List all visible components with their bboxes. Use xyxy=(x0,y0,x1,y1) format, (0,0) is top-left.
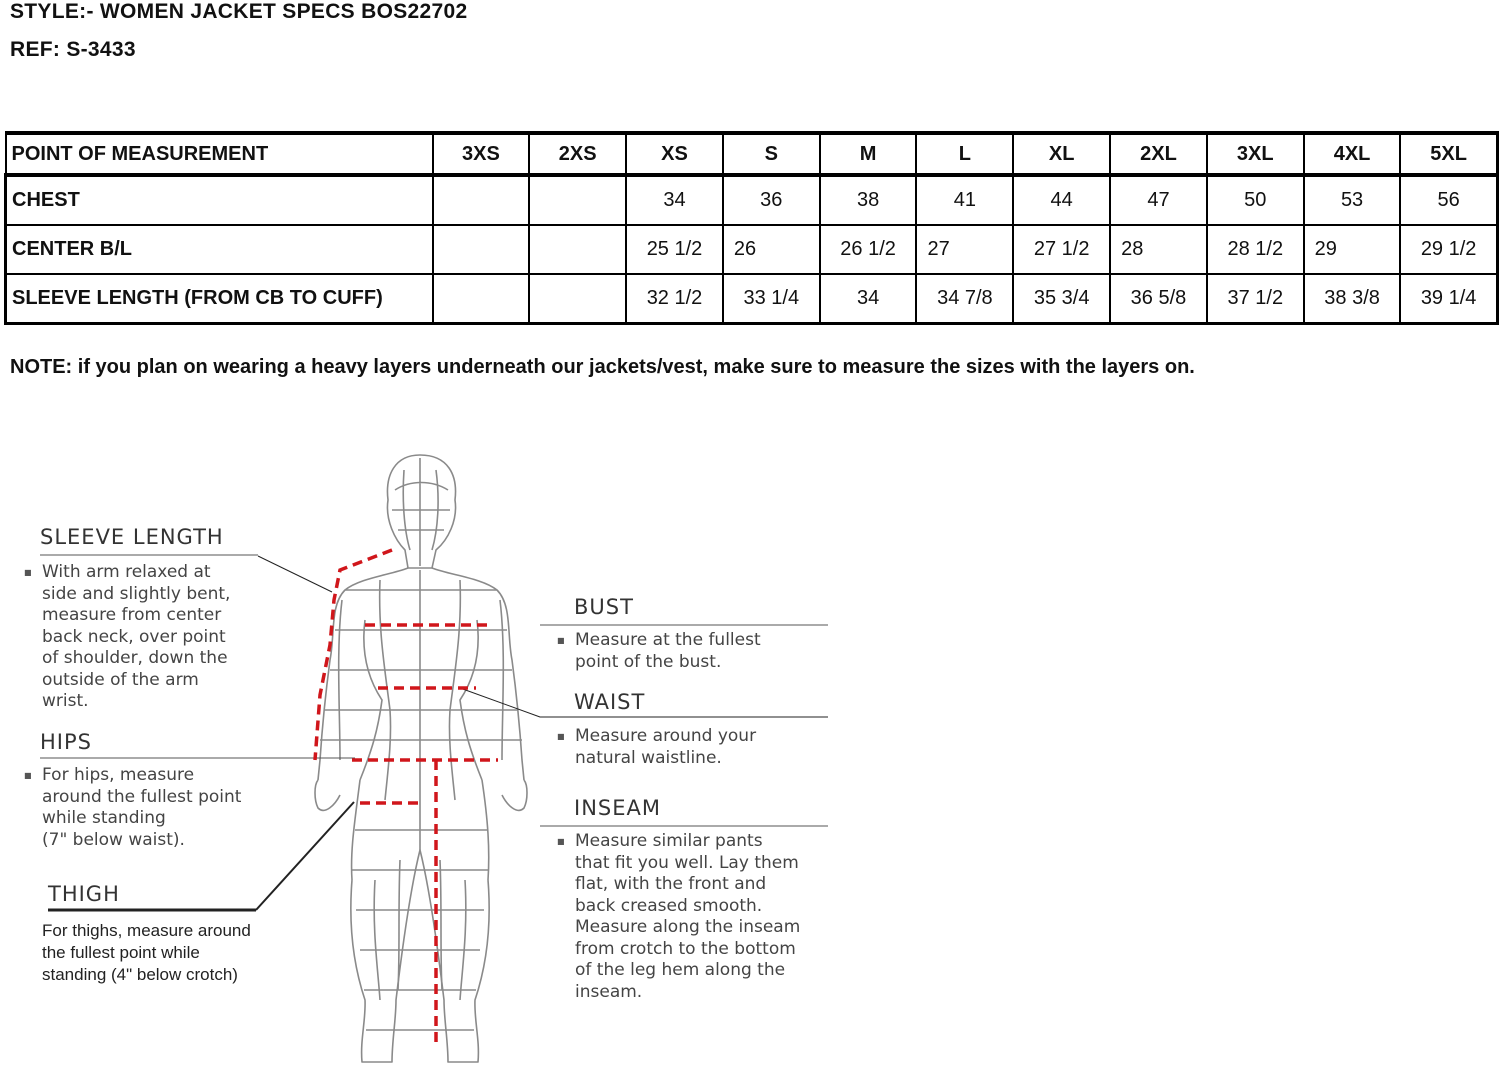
table-cell: 33 1/4 xyxy=(723,274,820,324)
row-label: SLEEVE LENGTH (FROM CB TO CUFF) xyxy=(6,274,433,324)
table-cell: 36 xyxy=(723,175,820,225)
table-cell: 27 1/2 xyxy=(1013,225,1110,274)
column-header: 5XL xyxy=(1400,133,1497,175)
inseam-label: INSEAM xyxy=(574,796,661,820)
table-cell: 53 xyxy=(1304,175,1401,225)
table-cell: 27 xyxy=(916,225,1013,274)
table-cell: 38 xyxy=(820,175,917,225)
column-header: 2XS xyxy=(529,133,626,175)
column-header: 4XL xyxy=(1304,133,1401,175)
table-cell xyxy=(433,175,530,225)
table-cell xyxy=(529,274,626,324)
thigh-description: For thighs, measure around the fullest point while standing (4" below crotch) xyxy=(42,921,251,984)
column-header: XS xyxy=(626,133,723,175)
column-header: 3XL xyxy=(1207,133,1304,175)
table-cell: 34 7/8 xyxy=(916,274,1013,324)
table-cell xyxy=(433,225,530,274)
table-cell xyxy=(529,225,626,274)
column-header: S xyxy=(723,133,820,175)
table-cell: 32 1/2 xyxy=(626,274,723,324)
table-row xyxy=(6,175,1498,225)
table-cell: 28 xyxy=(1110,225,1207,274)
layering-note: NOTE: if you plan on wearing a heavy layers underneath our jackets/vest, make sure to measure the sizes with the layers on. xyxy=(10,356,1195,378)
thigh-label: THIGH xyxy=(48,882,120,906)
table-header-row xyxy=(6,133,1498,175)
table-cell: 56 xyxy=(1400,175,1497,225)
table-cell: 41 xyxy=(916,175,1013,225)
sleeve-length-description: ■ With arm relaxed at side and slightly bent, measure from center back neck, over point of shoulder, down the outside of the arm wrist. xyxy=(42,562,230,713)
hips-label: HIPS xyxy=(40,730,92,754)
table-cell: 26 1/2 xyxy=(820,225,917,274)
table-cell xyxy=(433,274,530,324)
row-label: CHEST xyxy=(6,175,433,225)
table-cell: 34 xyxy=(626,175,723,225)
measurement-lines xyxy=(315,550,498,1042)
column-header: POINT OF MEASUREMENT xyxy=(6,133,433,175)
column-header: 3XS xyxy=(433,133,530,175)
size-spec-table xyxy=(4,131,1499,325)
table-cell: 29 1/2 xyxy=(1400,225,1497,274)
table-cell: 25 1/2 xyxy=(626,225,723,274)
table-cell: 38 3/8 xyxy=(1304,274,1401,324)
table-cell: 36 5/8 xyxy=(1110,274,1207,324)
bust-description: ■ Measure at the fullest point of the bust. xyxy=(575,630,761,673)
column-header: L xyxy=(916,133,1013,175)
sleeve-length-label: SLEEVE LENGTH xyxy=(40,525,224,549)
table-cell: 50 xyxy=(1207,175,1304,225)
table-cell: 39 1/4 xyxy=(1400,274,1497,324)
table-cell xyxy=(529,175,626,225)
style-title: STYLE:- WOMEN JACKET SPECS BOS22702 xyxy=(10,0,468,23)
table-cell: 47 xyxy=(1110,175,1207,225)
row-label: CENTER B/L xyxy=(6,225,433,274)
bust-label: BUST xyxy=(574,595,634,619)
waist-label: WAIST xyxy=(574,690,646,714)
table-cell: 35 3/4 xyxy=(1013,274,1110,324)
waist-description: ■ Measure around your natural waistline. xyxy=(575,726,756,769)
hips-description: ■ For hips, measure around the fullest point while standing (7" below waist). xyxy=(42,765,241,851)
table-cell: 26 xyxy=(723,225,820,274)
column-header: XL xyxy=(1013,133,1110,175)
measurement-guide xyxy=(0,430,860,1070)
table-cell: 28 1/2 xyxy=(1207,225,1304,274)
table-row xyxy=(6,274,1498,324)
table-cell: 29 xyxy=(1304,225,1401,274)
column-header: 2XL xyxy=(1110,133,1207,175)
table-cell: 34 xyxy=(820,274,917,324)
reference-number: REF: S-3433 xyxy=(10,38,136,61)
table-cell: 44 xyxy=(1013,175,1110,225)
table-row xyxy=(6,225,1498,274)
column-header: M xyxy=(820,133,917,175)
inseam-description: ■ Measure similar pants that fit you well. Lay them flat, with the front and back creased smooth. Measure along the inseam from crotch to the bottom of the leg hem along the inseam. xyxy=(575,831,800,1003)
table-cell: 37 1/2 xyxy=(1207,274,1304,324)
